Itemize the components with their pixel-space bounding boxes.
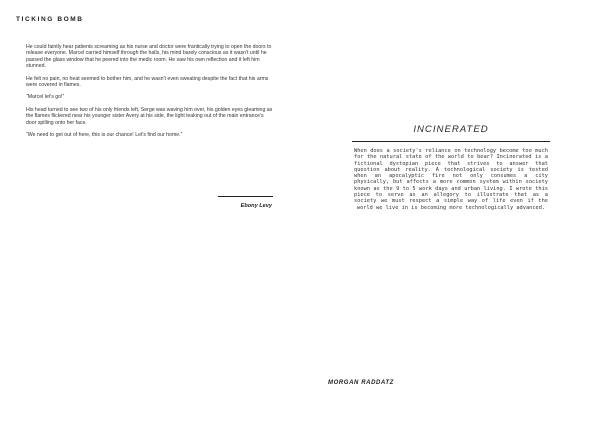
paragraph-4: His head turned to see two of his only friends left, Serge was waving him over, his golden eyes gleaming as the flames flickered near his younger sister Avery at his side, the light leaking out of the main entrance's door spilling onto her face.	[26, 106, 273, 126]
paragraph-5: “We need to get out of here, this is our chance! Let's find our home.”	[26, 132, 183, 139]
synopsis-author: MORGAN RADDATZ	[328, 380, 394, 386]
section-title: INCINERATED	[413, 124, 489, 135]
running-header: TICKING BOMB	[16, 16, 84, 23]
paragraph-3: “Marcel let's go!”	[26, 94, 65, 101]
signature-divider	[218, 196, 273, 197]
synopsis-text: When does a society's reliance on technology become too much for the natural state of the world to bear? Incinerated is a fictional dystopian piece that strives to answer that question about reality. A technological society is tested when an apocalyptic fire not only consumes a city physically, but affects a more common system within society known as the 9 to 5 work days and urban living. I wrote this piece to serve as an allegory to illustrate that as a society we must respect a simple way of life even if the world we live in is becoming more technologically advanced.	[354, 148, 548, 211]
paragraph-2: He felt no pain, no heat seemed to bother him, and he wasn't even sweating despite the fact that his arms were covered in flames.	[26, 75, 269, 89]
story-excerpt	[26, 44, 274, 144]
paragraph-1: He could faintly hear patients screaming as his nurse and doctor were frantically trying to open the doors to release everyone. Marcel carried himself through the halls, his mind barely conscious as it wasn't until he passed the glass window that he peered into the medic room. He saw his own reflection and it left him stunned.	[26, 44, 272, 70]
story-author: Ebony Levy	[240, 203, 272, 209]
title-divider	[352, 141, 550, 142]
